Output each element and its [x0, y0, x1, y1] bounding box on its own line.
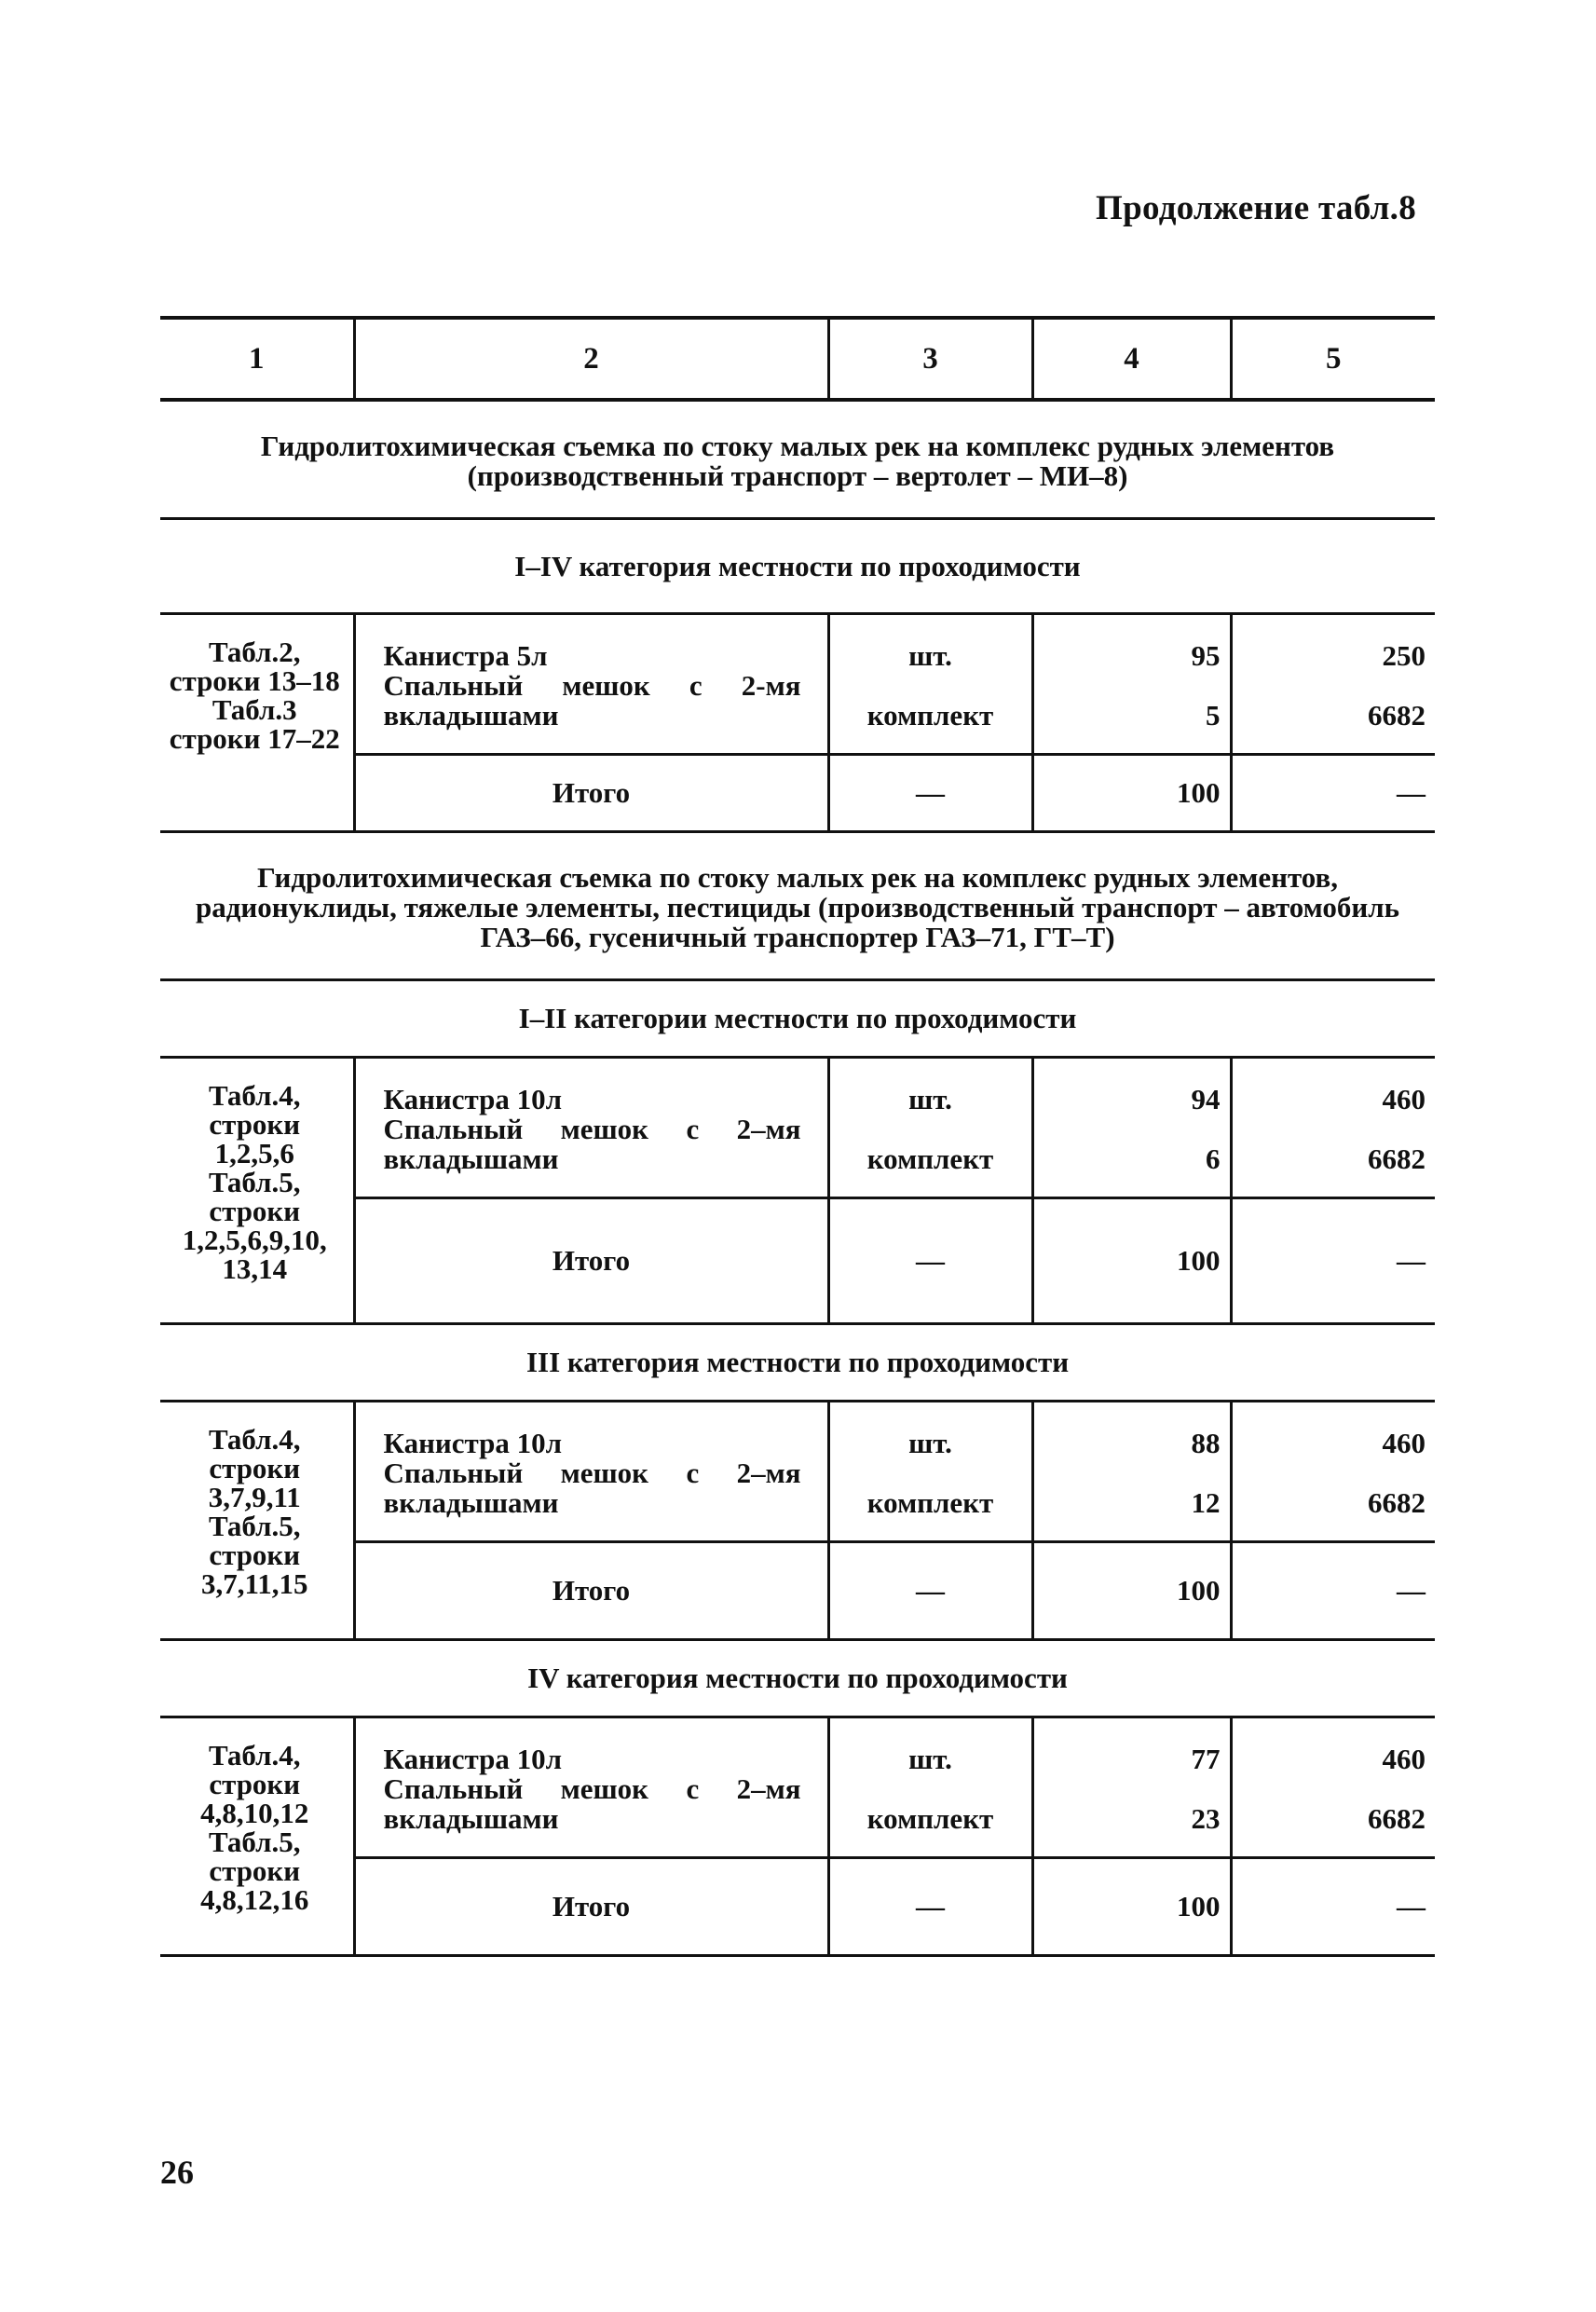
reference-line: строки — [209, 1854, 301, 1887]
total-unit: — — [828, 1542, 1032, 1640]
item-names — [354, 614, 828, 755]
item-units — [828, 1058, 1032, 1198]
table-references — [160, 1058, 354, 1324]
item-name: Канистра 5л — [383, 639, 548, 672]
category-row — [160, 980, 1435, 1058]
item-unit: шт. — [908, 1083, 952, 1115]
item-units — [828, 1402, 1032, 1542]
item-name: Канистра 10л — [383, 1427, 563, 1459]
item-unit: шт. — [908, 639, 952, 672]
table-references — [160, 1717, 354, 1956]
reference-line: Табл.4, — [208, 1423, 301, 1456]
table-references — [160, 614, 354, 832]
reference-line: строки — [209, 1539, 301, 1571]
item-price: 460 — [1382, 1427, 1425, 1459]
total-label: Итого — [354, 755, 828, 832]
item-quantity: 6 — [1206, 1142, 1221, 1175]
category-title: III категория местности по проходимости — [160, 1324, 1435, 1402]
reference-line: Табл.2, — [208, 636, 301, 668]
total-price: — — [1231, 755, 1435, 832]
item-unit: шт. — [908, 1427, 952, 1459]
item-quantity: 5 — [1206, 699, 1221, 732]
item-unit: комплект — [866, 1802, 994, 1835]
category-title: I–IV категория местности по проходимости — [160, 519, 1435, 614]
item-price: 6682 — [1368, 1486, 1425, 1519]
reference-line: строки 17–22 — [169, 722, 340, 755]
reference-line: 3,7,11,15 — [200, 1567, 308, 1600]
total-quantity: 100 — [1032, 1542, 1231, 1640]
item-quantity: 95 — [1191, 639, 1221, 672]
item-price: 6682 — [1368, 1142, 1425, 1175]
item-quantities — [1032, 1717, 1231, 1858]
equipment-table — [160, 316, 1435, 1957]
page-number: 26 — [160, 2154, 194, 2191]
column-header-3: 3 — [828, 318, 1032, 400]
item-unit: комплект — [866, 699, 994, 732]
reference-line: строки — [209, 1108, 301, 1141]
reference-line: 1,2,5,6 — [214, 1137, 294, 1170]
reference-line: 4,8,10,12 — [200, 1797, 309, 1829]
reference-line: строки — [209, 1768, 301, 1800]
column-header-1: 1 — [160, 318, 354, 400]
item-quantities — [1032, 614, 1231, 755]
reference-line: Табл.4, — [208, 1079, 301, 1112]
item-quantities — [1032, 1402, 1231, 1542]
column-number-row — [160, 318, 1435, 400]
reference-line: строки — [209, 1195, 301, 1227]
column-header-5: 5 — [1231, 318, 1435, 400]
item-prices — [1231, 614, 1435, 755]
item-units — [828, 614, 1032, 755]
item-names — [354, 1058, 828, 1198]
item-prices — [1231, 1717, 1435, 1858]
reference-line: Табл.5, — [208, 1166, 301, 1198]
item-names — [354, 1717, 828, 1858]
reference-line: Табл.3 — [211, 693, 297, 726]
item-quantity: 88 — [1191, 1427, 1221, 1459]
reference-line: Табл.5, — [208, 1510, 301, 1542]
item-name: Спальный мешок с 2–мя вкладышами — [383, 1772, 801, 1835]
category-row — [160, 1640, 1435, 1717]
item-name: Канистра 10л — [383, 1083, 563, 1115]
total-unit: — — [828, 1198, 1032, 1324]
total-label: Итого — [354, 1858, 828, 1956]
total-price: — — [1231, 1858, 1435, 1956]
item-name: Спальный мешок с 2-мя вкладышами — [383, 669, 801, 732]
total-quantity: 100 — [1032, 1858, 1231, 1956]
category-row — [160, 519, 1435, 614]
total-label: Итого — [354, 1542, 828, 1640]
column-header-2: 2 — [354, 318, 828, 400]
section-title-row — [160, 832, 1435, 980]
total-price: — — [1231, 1542, 1435, 1640]
category-title: IV категория местности по проходимости — [160, 1640, 1435, 1717]
item-name: Канистра 10л — [383, 1743, 563, 1775]
item-unit: комплект — [866, 1142, 994, 1175]
section-title: Гидролитохимическая съемка по стоку малых рек на комплекс рудных элементов (производственный транспорт – вертолет – МИ–8) — [160, 400, 1435, 519]
reference-line: Табл.4, — [208, 1739, 301, 1772]
total-label: Итого — [354, 1198, 828, 1324]
reference-line: 13,14 — [222, 1252, 288, 1285]
reference-line: Табл.5, — [208, 1826, 301, 1858]
table-row — [160, 614, 1435, 755]
item-quantity: 12 — [1191, 1486, 1221, 1519]
total-price: — — [1231, 1198, 1435, 1324]
item-price: 6682 — [1368, 699, 1425, 732]
table-continuation-caption: Продолжение табл.8 — [1096, 189, 1416, 227]
section-title-row — [160, 400, 1435, 519]
reference-line: 3,7,9,11 — [208, 1481, 301, 1513]
column-header-4: 4 — [1032, 318, 1231, 400]
item-price: 6682 — [1368, 1802, 1425, 1835]
item-prices — [1231, 1058, 1435, 1198]
item-units — [828, 1717, 1032, 1858]
total-quantity: 100 — [1032, 755, 1231, 832]
item-names — [354, 1402, 828, 1542]
table-row — [160, 1717, 1435, 1858]
table-row — [160, 1402, 1435, 1542]
reference-line: 4,8,12,16 — [200, 1883, 309, 1916]
total-quantity: 100 — [1032, 1198, 1231, 1324]
reference-line: 1,2,5,6,9,10, — [182, 1224, 327, 1256]
table-row — [160, 1058, 1435, 1198]
item-quantities — [1032, 1058, 1231, 1198]
item-price: 460 — [1382, 1083, 1425, 1115]
item-name: Спальный мешок с 2–мя вкладышами — [383, 1457, 801, 1519]
item-price: 460 — [1382, 1743, 1425, 1775]
reference-line: строки 13–18 — [169, 664, 340, 697]
item-name: Спальный мешок с 2–мя вкладышами — [383, 1113, 801, 1175]
category-title: I–II категории местности по проходимости — [160, 980, 1435, 1058]
item-price: 250 — [1382, 639, 1425, 672]
item-quantity: 94 — [1191, 1083, 1221, 1115]
category-row — [160, 1324, 1435, 1402]
item-quantity: 23 — [1191, 1802, 1221, 1835]
total-unit: — — [828, 1858, 1032, 1956]
table-references — [160, 1402, 354, 1640]
total-unit: — — [828, 755, 1032, 832]
item-prices — [1231, 1402, 1435, 1542]
item-unit: шт. — [908, 1743, 952, 1775]
section-title: Гидролитохимическая съемка по стоку малых рек на комплекс рудных элементов, радионуклиды, тяжелые элементы, пестициды (производственный транспорт – автомобиль ГАЗ–66, гусеничный транспортер ГАЗ–71, ГТ–Т) — [160, 832, 1435, 980]
reference-line: строки — [209, 1452, 301, 1484]
item-unit: комплект — [866, 1486, 994, 1519]
item-quantity: 77 — [1191, 1743, 1221, 1775]
